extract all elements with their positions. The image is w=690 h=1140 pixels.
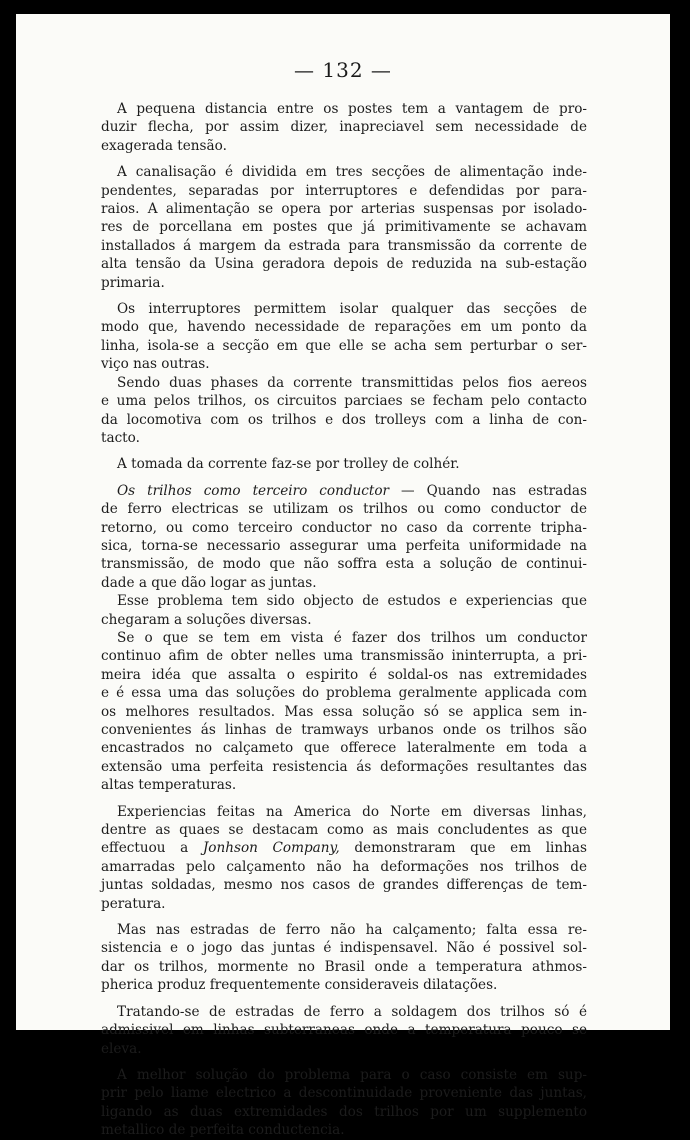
- text-line: A tomada da corrente faz-se por trolley de colhér.: [117, 456, 460, 473]
- text-line: metallico de perfeita conductencia.: [101, 1122, 345, 1139]
- text-line: A melhor solução do problema para o caso consiste em sup-: [117, 1066, 587, 1083]
- text-line: duzir flecha, por assim dizer, inapreciavel sem necessidade de: [101, 119, 587, 136]
- text-line: sica, torna-se necessario assegurar uma perfeita uniformidade na: [101, 537, 587, 554]
- paragraph: [101, 374, 587, 448]
- text-line: Mas nas estradas de ferro não ha calçamento; falta essa re-: [117, 922, 587, 939]
- text-line: meira idéa que assalta o espirito é soldal-os nas extremidades: [101, 666, 587, 683]
- text-line: dar os trilhos, mormente no Brasil onde a temperatura athmos-: [101, 958, 587, 975]
- page-number: — 132 —: [294, 58, 392, 82]
- text-line: transmissão, de modo que não soffra esta a solução de continui-: [101, 556, 587, 573]
- paragraph-gap: [101, 155, 587, 163]
- text-line: os melhores resultados. Mas essa solução só se applica sem in-: [101, 703, 587, 720]
- text-line: eleva.: [101, 1040, 142, 1057]
- section-heading-italic: Os trilhos como terceiro conductor: [117, 482, 390, 499]
- text-line: de ferro electricas se utilizam os trilhos ou como conductor de: [101, 501, 587, 518]
- text-line: retorno, ou como terceiro conductor no caso da corrente tripha-: [101, 519, 587, 536]
- text-line: alta tensão da Usina geradora depois de reduzida na sub-estação: [101, 256, 587, 273]
- paragraph: [101, 592, 587, 629]
- paragraph-gap: [101, 474, 587, 482]
- paragraph: [101, 455, 587, 473]
- text-line: res de porcellana em postes que já primitivamente se achavam: [101, 219, 587, 236]
- text-line: da locomotiva com os trilhos e dos trolleys com a linha de con-: [101, 411, 587, 428]
- paragraph: [101, 300, 587, 374]
- text-line: Sendo duas phases da corrente transmittidas pelos fios aereos: [117, 374, 587, 391]
- text-line: ligando as duas extremidades dos trilhos por um supplemento: [101, 1103, 587, 1120]
- text-line: continuo afim de obter nelles uma transmissão ininterrupta, a pri-: [101, 648, 587, 665]
- text-line: sistencia e o jogo das juntas é indispensavel. Não é possivel sol-: [101, 940, 587, 957]
- paragraph-gap: [101, 447, 587, 455]
- paragraph-gap: [101, 1058, 587, 1066]
- text-line: Experiencias feitas na America do Norte em diversas linhas,: [117, 803, 587, 820]
- text-line: A pequena distancia entre os postes tem a vantagem de pro-: [117, 101, 587, 117]
- text-line: dentre as quaes se destacam como as mais concludentes as que: [101, 822, 587, 839]
- text-line: linha, isola-se a secção em que elle se acha sem perturbar o ser-: [101, 337, 587, 354]
- document-page: [16, 14, 670, 1139]
- text-line: altas temperaturas.: [101, 777, 237, 794]
- text-line: dade a que dão logar as juntas.: [101, 574, 317, 591]
- paragraph-gap: [101, 795, 587, 803]
- text-line: tacto.: [101, 429, 140, 446]
- text-line: Esse problema tem sido objecto de estudos e experiencias que: [117, 593, 587, 610]
- text-line: peratura.: [101, 895, 166, 912]
- text-line: raios. A alimentação se opera por arterias suspensas por isolado-: [101, 201, 587, 218]
- text-line: convenientes ás linhas de tramways urbanos onde os trilhos são: [101, 722, 587, 738]
- text-line: installados á margem da estrada para transmissão da corrente de: [101, 237, 587, 254]
- text-line: extensão uma perfeita resistencia ás deformações resultantes das: [101, 758, 587, 775]
- text-line: juntas soldadas, mesmo nos casos de grandes differenças de tem-: [101, 877, 587, 894]
- paragraph-gap: [101, 913, 587, 921]
- text-line: Os interruptores permittem isolar qualquer das secções de: [117, 301, 587, 318]
- paragraph: [101, 163, 587, 292]
- text-line: pherica produz frequentemente consideraveis dilatações.: [101, 977, 498, 994]
- paragraph: [101, 921, 587, 995]
- text-line: e uma pelos trilhos, os circuitos parciaes se fecham pelo contacto: [101, 393, 587, 410]
- text-line: pendentes, separadas por interruptores e defendidas por para-: [101, 182, 587, 199]
- paragraph: [101, 803, 587, 913]
- paragraph-gap: [101, 995, 587, 1003]
- text-line: exagerada tensão.: [101, 137, 227, 154]
- text-line: prir pelo liame electrico a descontinuidade proveniente das juntas,: [101, 1085, 587, 1102]
- text-line: viço nas outras.: [101, 356, 210, 373]
- text-line: chegaram a soluções diversas.: [101, 611, 312, 628]
- paragraph: [101, 629, 587, 795]
- text-line: Tratando-se de estradas de ferro a soldagem dos trilhos só é: [117, 1003, 587, 1020]
- text-line: Os trilhos como terceiro conductor — Quando nas estradas: [117, 482, 588, 499]
- text-line: e é essa uma das soluções do problema geralmente applicada com: [101, 685, 587, 702]
- body-text: [101, 100, 587, 1140]
- paragraph-gap: [101, 292, 587, 300]
- text-line: modo que, havendo necessidade de reparações em um ponto da: [101, 319, 587, 336]
- text-line: amarradas pelo calçamento não ha deformações nos trilhos de: [101, 858, 587, 875]
- text-line: effectuou a Jonhson Company, demonstraram que em linhas: [101, 840, 588, 857]
- text-line: admissivel em linhas subterraneas onde a temperatura pouco se: [101, 1022, 587, 1039]
- text-line: encastrados no calçameto que offerece lateralmente em toda a: [101, 740, 587, 757]
- text-line: primaria.: [101, 274, 165, 291]
- paragraph: [101, 1066, 587, 1140]
- text-line: A canalisação é dividida em tres secções de alimentação inde-: [117, 164, 587, 181]
- paragraph: [101, 482, 587, 592]
- paragraph: [101, 1003, 587, 1058]
- text-line: Se o que se tem em vista é fazer dos trilhos um conductor: [117, 629, 587, 646]
- paragraph: [101, 100, 587, 155]
